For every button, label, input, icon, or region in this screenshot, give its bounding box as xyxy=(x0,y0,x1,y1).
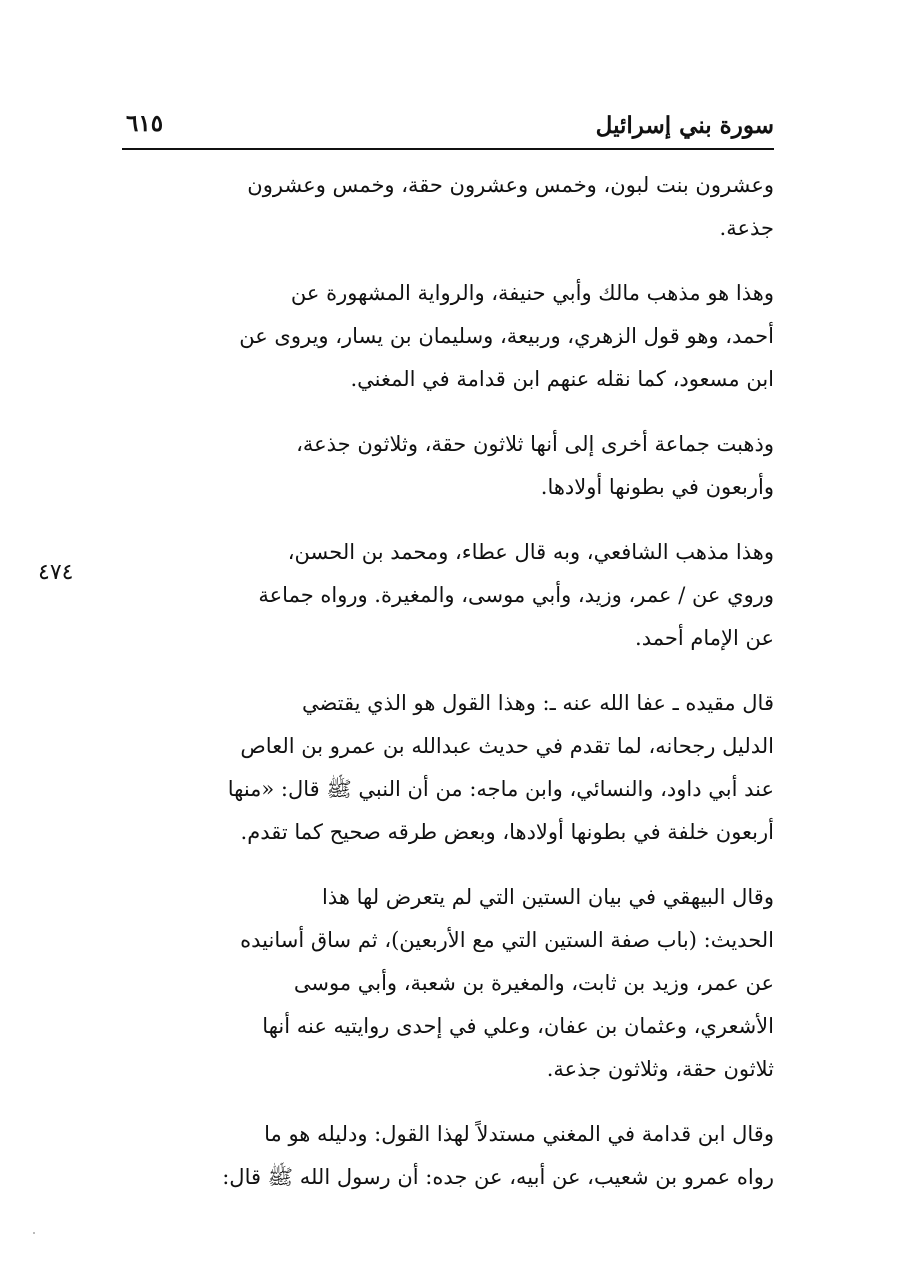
scan-speck xyxy=(33,1232,35,1234)
paragraph: وقال ابن قدامة في المغني مستدلاً لهذا القول: ودليله هو ما رواه عمرو بن شعيب، عن أبيه، عن جده: أن رسول الله ﷺ قال: xyxy=(222,1122,774,1189)
page-number: ٦١٥ xyxy=(126,110,164,137)
margin-page-reference: ٤٧٤ xyxy=(38,560,74,585)
paragraph: وقال البيهقي في بيان الستين التي لم يتعرض لها هذا الحديث: (باب صفة الستين التي مع الأربعين)، ثم ساق أسانيده عن عمر، وزيد بن ثابت، والمغيرة بن شعبة، وأبي موسى الأشعري، وعثمان بن عفان، وعلي في إحدى روايتيه عنه أنها ثلاثون حقة، وثلاثون جذعة. xyxy=(240,885,774,1081)
header-divider xyxy=(122,148,774,150)
paragraph: وعشرون بنت لبون، وخمس وعشرون حقة، وخمس وعشرون جذعة. xyxy=(247,173,774,240)
body-text xyxy=(122,164,774,1199)
paragraph: قال مقيده ـ عفا الله عنه ـ: وهذا القول هو الذي يقتضي الدليل رجحانه، لما تقدم في حديث عبدالله بن عمرو بن العاص عند أبي داود، والنسائي، وابن ماجه: من أن النبي ﷺ قال: «منها أربعون خلفة في بطونها أولادها، وبعض طرقه صحيح كما تقدم. xyxy=(227,691,774,844)
page-header xyxy=(122,108,774,150)
paragraph: وذهبت جماعة أخرى إلى أنها ثلاثون حقة، وثلاثون جذعة، وأربعون في بطونها أولادها. xyxy=(296,432,774,499)
surah-title: سورة بني إسرائيل xyxy=(595,112,774,139)
paragraph: وهذا هو مذهب مالك وأبي حنيفة، والرواية المشهورة عن أحمد، وهو قول الزهري، وربيعة، وسليمان بن يسار، ويروى عن ابن مسعود، كما نقله عنهم ابن قدامة في المغني. xyxy=(239,281,774,391)
paragraph: وهذا مذهب الشافعي، وبه قال عطاء، ومحمد بن الحسن، وروي عن / عمر، وزيد، وأبي موسى، والمغيرة. ورواه جماعة عن الإمام أحمد. xyxy=(258,540,774,650)
